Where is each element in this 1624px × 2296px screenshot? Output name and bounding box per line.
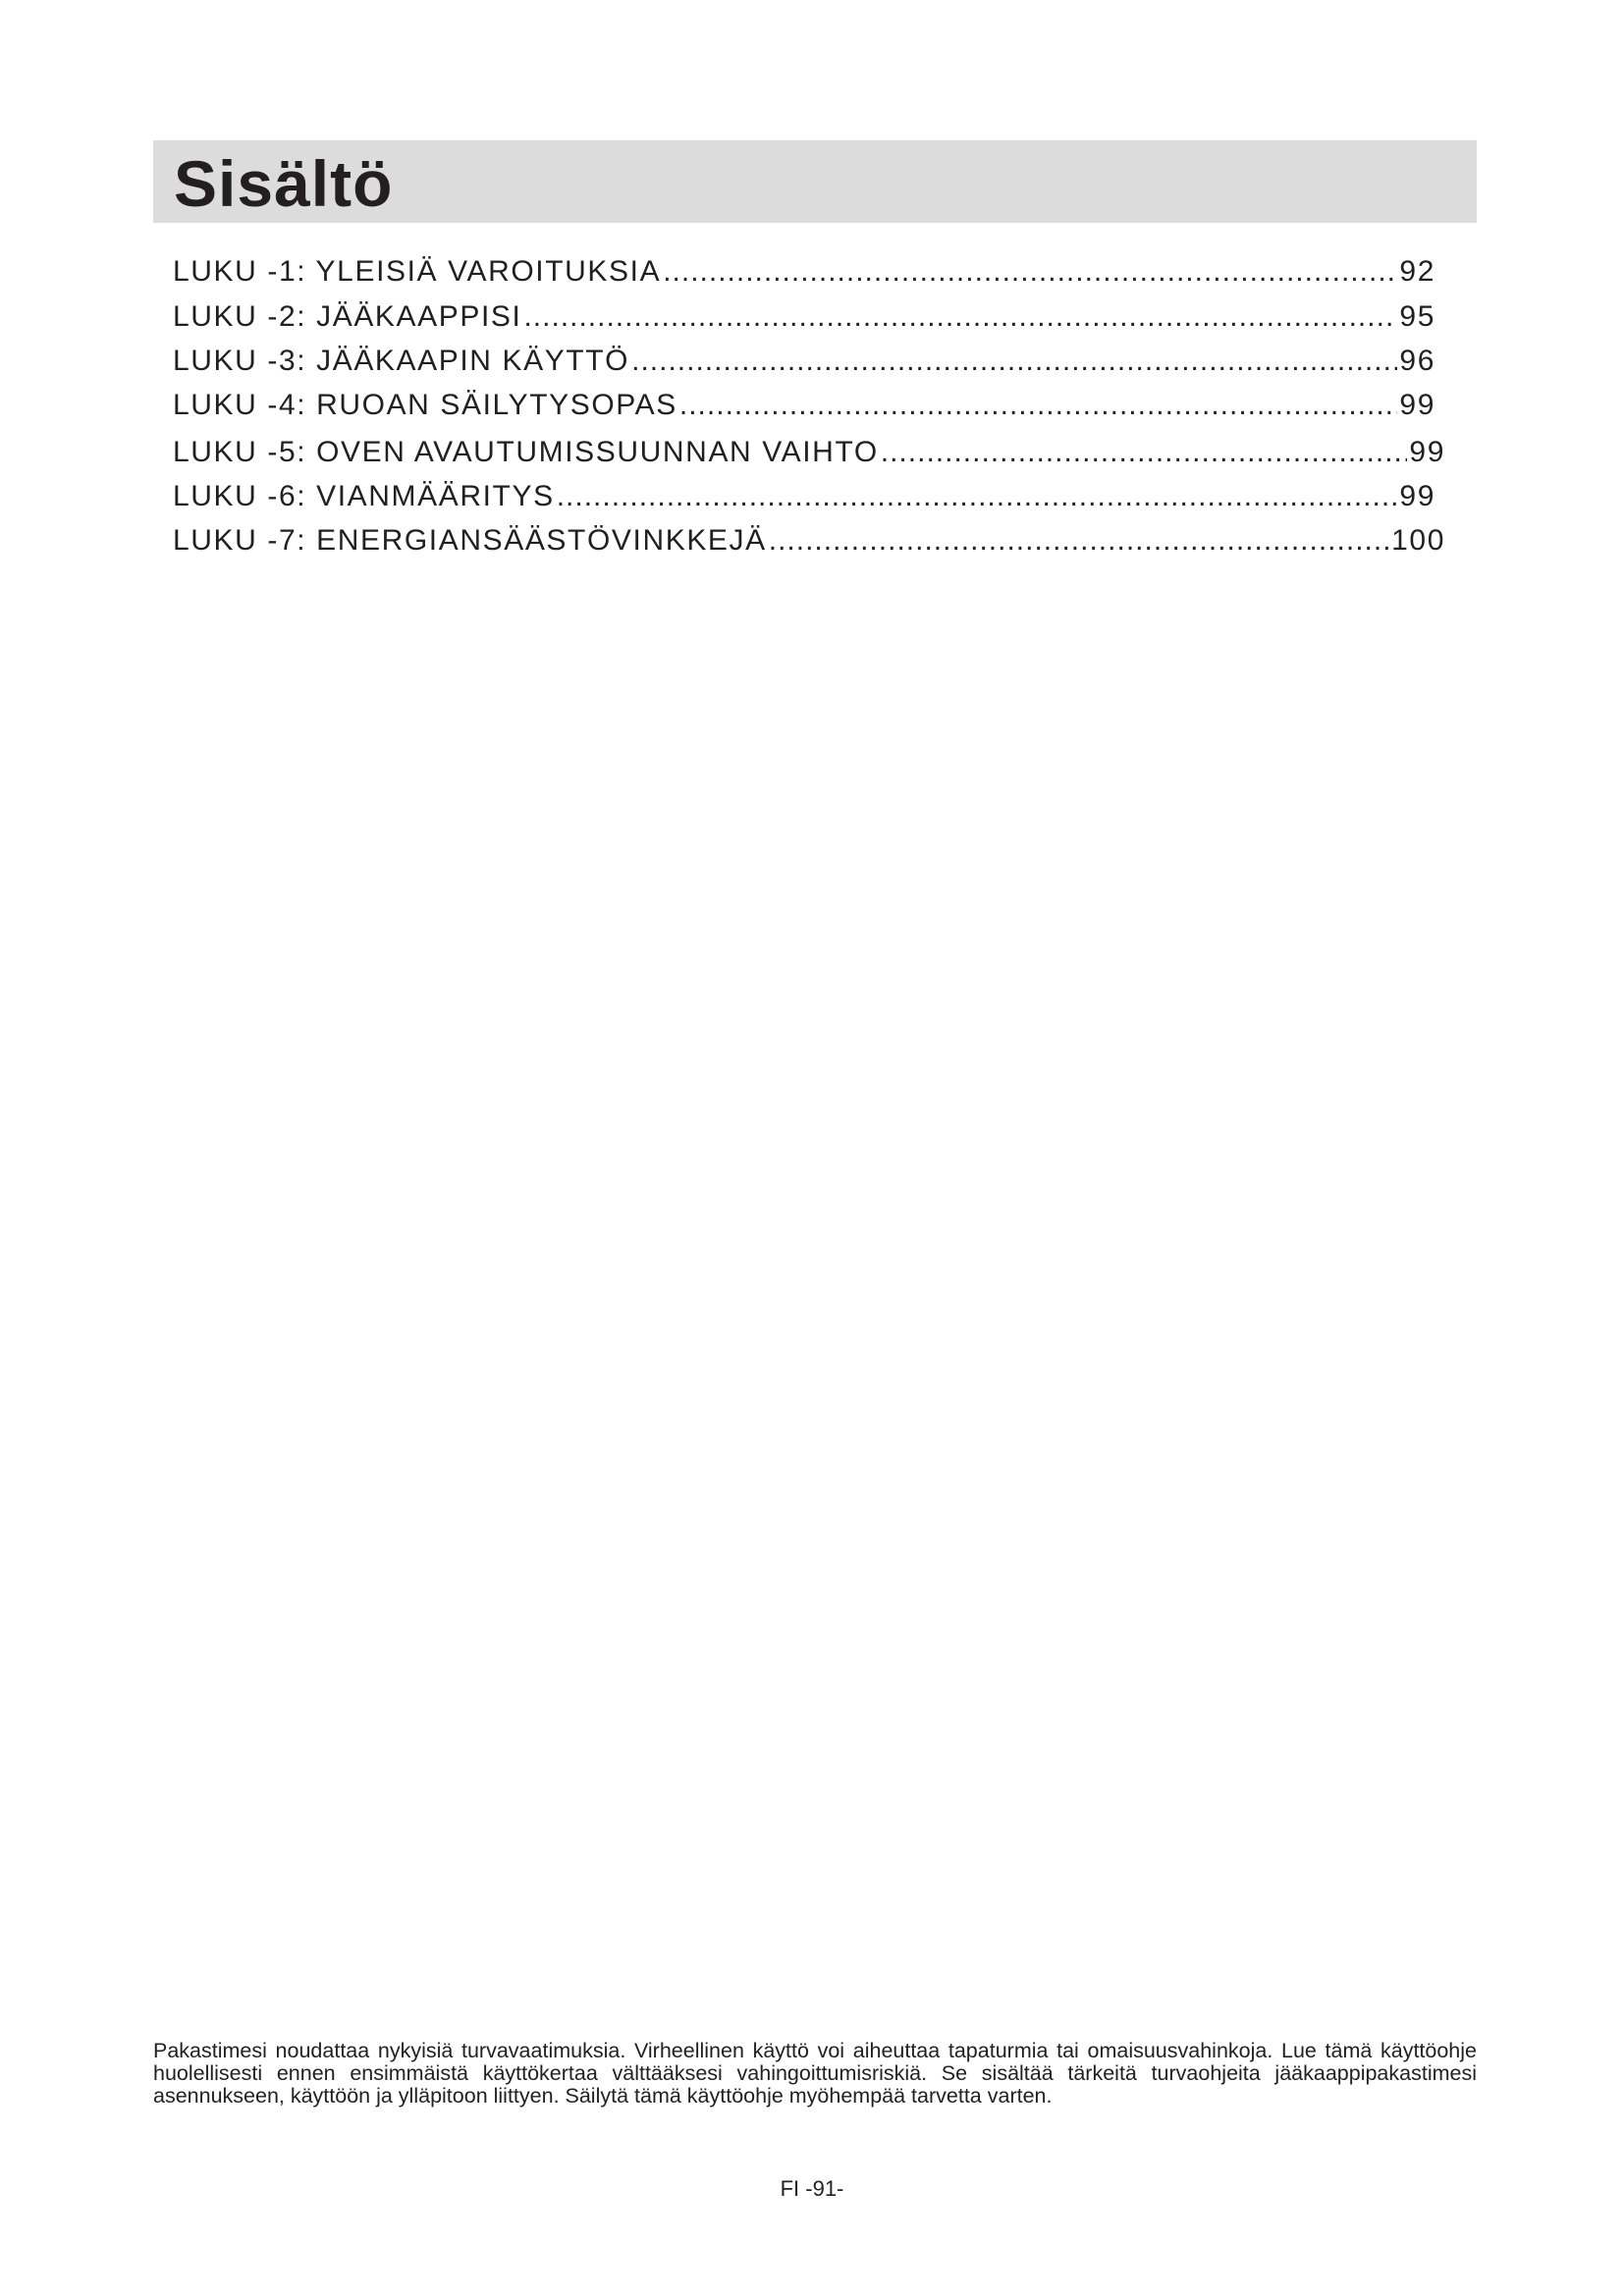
toc-entry-label: LUKU -5: OVEN AVAUTUMISSUUNNAN VAIHTO <box>173 436 879 468</box>
toc-entry-label: LUKU -4: RUOAN SÄILYTYSOPAS <box>173 389 677 421</box>
toc-entry-label: LUKU -1: YLEISIÄ VAROITUKSIA <box>173 255 662 288</box>
toc-entry-page: 99 <box>1399 389 1435 421</box>
toc-leader-dots <box>881 433 1408 472</box>
toc-entry-page: 100 <box>1391 524 1445 557</box>
toc-entry-label: LUKU -2: JÄÄKAAPPISI <box>173 300 522 333</box>
toc-entry-6[interactable] <box>173 477 1435 516</box>
toc-entry-5[interactable] <box>173 433 1445 472</box>
toc-entry-4[interactable] <box>173 386 1435 425</box>
toc-entry-page: 95 <box>1399 300 1435 333</box>
toc-entry-3[interactable] <box>173 342 1435 381</box>
toc-entry-2[interactable] <box>173 297 1435 337</box>
page-title: Sisältö <box>174 147 394 220</box>
toc-entry-1[interactable] <box>173 252 1435 292</box>
toc-leader-dots <box>631 342 1397 381</box>
safety-notice: Pakastimesi noudattaa nykyisiä turvavaatimuksia. Virheellinen käyttö voi aiheuttaa tapaturmia tai omaisuusvahinkoja. Lue tämä käyttöohje huolellisesti ennen ensimmäistä käyttökertaa välttääksesi vahingoittumisriskiä. Se sisältää tärkeitä turvaohjeita jääkaappipakastimesi asennukseen, käyttöön ja ylläpitoon liittyen. Säilytä tämä käyttöohje myöhempää tarvetta varten. <box>153 2039 1477 2108</box>
toc-leader-dots <box>663 252 1397 292</box>
toc-entry-label: LUKU -7: ENERGIANSÄÄSTÖVINKKEJÄ <box>173 524 767 557</box>
page-number: FI -91- <box>780 2176 844 2201</box>
toc-entry-page: 99 <box>1399 480 1435 512</box>
toc-entry-page: 92 <box>1399 255 1435 288</box>
toc-entry-label: LUKU -6: VIANMÄÄRITYS <box>173 480 555 512</box>
toc-entry-7[interactable] <box>173 521 1445 561</box>
toc-leader-dots <box>523 297 1397 337</box>
toc-leader-dots <box>679 386 1398 425</box>
toc-leader-dots <box>769 521 1389 561</box>
toc-entry-page: 96 <box>1399 345 1435 377</box>
toc-entry-page: 99 <box>1409 436 1445 468</box>
toc-entry-label: LUKU -3: JÄÄKAAPIN KÄYTTÖ <box>173 345 630 377</box>
title-bar <box>153 140 1477 223</box>
toc-leader-dots <box>557 477 1398 516</box>
